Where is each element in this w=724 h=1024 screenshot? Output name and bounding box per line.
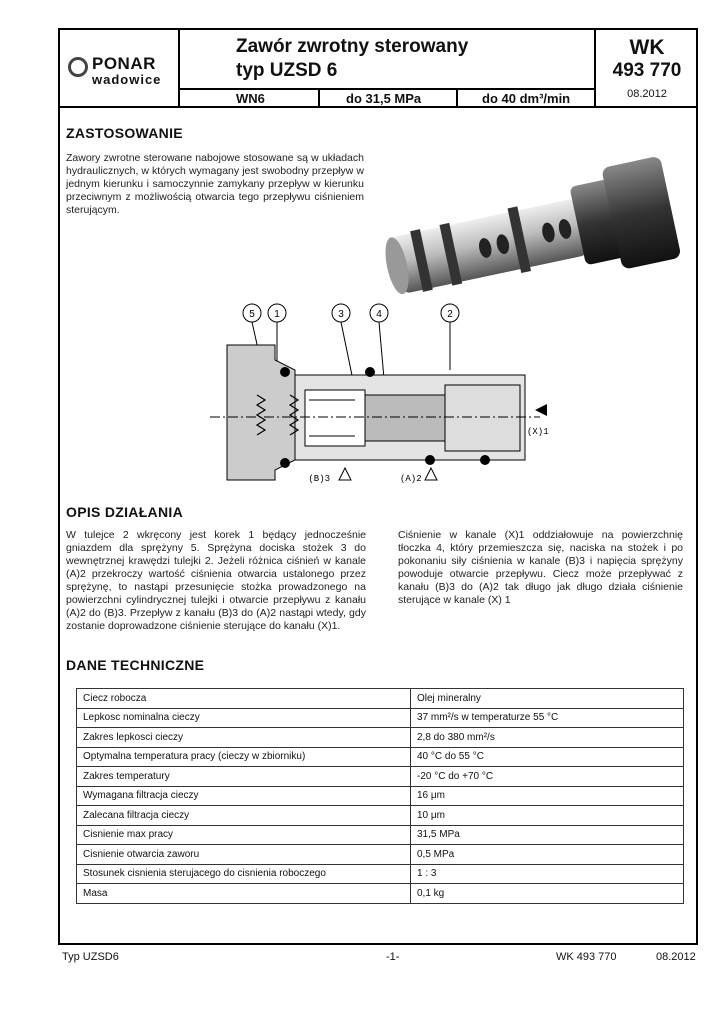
section-drawing — [205, 300, 565, 490]
operation-heading: OPIS DZIAŁANIA — [66, 504, 183, 520]
value-cell: 16 μm — [411, 786, 684, 806]
table-row — [77, 689, 684, 709]
valve-photo — [370, 128, 690, 308]
table-row — [77, 825, 684, 845]
value-cell: 1 : 3 — [411, 864, 684, 884]
value-cell: Olej mineralny — [411, 689, 684, 709]
table-row — [77, 747, 684, 767]
application-heading: ZASTOSOWANIE — [66, 125, 183, 141]
header-block — [60, 30, 696, 108]
callout-label: 4 — [376, 309, 382, 320]
param-cell: Wymagana filtracja cieczy — [77, 786, 411, 806]
value-cell: 10 μm — [411, 806, 684, 826]
param-cell: Zalecana filtracja cieczy — [77, 806, 411, 826]
divider — [456, 90, 458, 108]
callout-label: 2 — [447, 309, 453, 320]
table-row — [77, 728, 684, 748]
header-date: 08.2012 — [627, 88, 667, 100]
tech-heading: DANE TECHNICZNE — [66, 657, 205, 673]
logo-top-text: PONAR — [92, 54, 156, 73]
application-text: Zawory zwrotne sterowane nabojowe stosowane są w układach hydraulicznych, w których wymagany jest swobodny przepływ w jednym kierunku i samoczynnie zamykany przepływ w kierunku przeciwnym z możliwością otwarcia tego przepływu ciśnieniem sterującym. — [66, 152, 364, 216]
value-cell: 0,5 MPa — [411, 845, 684, 865]
table-row — [77, 845, 684, 865]
footer-page: -1- — [386, 951, 400, 963]
param-cell: Stosunek cisnienia sterujacego do cisnienia roboczego — [77, 864, 411, 884]
document-subtitle: typ UZSD 6 — [236, 60, 338, 81]
spec-row — [180, 88, 594, 108]
value-cell: 2,8 do 380 mm²/s — [411, 728, 684, 748]
value-cell: 31,5 MPa — [411, 825, 684, 845]
param-cell: Lepkosc nominalna cieczy — [77, 708, 411, 728]
title-cell — [180, 30, 594, 88]
divider — [318, 90, 320, 108]
param-cell: Optymalna temperatura pracy (cieczy w zbiorniku) — [77, 747, 411, 767]
port-x-label: (X)1 — [527, 427, 549, 437]
flow-spec: do 40 dm³/min — [482, 91, 571, 106]
port-a-label: (A)2 — [400, 474, 422, 484]
logo — [60, 30, 180, 106]
param-cell: Zakres lepkosci cieczy — [77, 728, 411, 748]
table-row — [77, 708, 684, 728]
param-cell: Cisnienie otwarcia zaworu — [77, 845, 411, 865]
param-cell: Zakres temperatury — [77, 767, 411, 787]
callout-label: 5 — [249, 309, 255, 320]
param-cell: Ciecz robocza — [77, 689, 411, 709]
document-title: Zawór zwrotny sterowany — [236, 36, 469, 57]
value-cell: 37 mm²/s w temperaturze 55 °C — [411, 708, 684, 728]
footer-date: 08.2012 — [656, 951, 696, 963]
table-row — [77, 806, 684, 826]
operation-text-left: W tulejce 2 wkręcony jest korek 1 będący jednocześnie gniazdem dla sprężyny 5. Sprężyna dociska stożek 3 do wewnętrznej krawędzi tulejki 2. Jeżeli różnica ciśnień w kanale (A)2 przekroczy wartość ciśnienia otwarcia ustalonego przez sprężynę, to nastąpi przesunięcie stożka prowadzonego na powierzchni cylindrycznej tulejki i otwarcie przepływu z kanału (A)2 do (B)3. Przepływ z kanału (B)3 do (A)2 nastąpi wtedy, gdy zostanie doprowadzone ciśnienie sterujące do kanału (X)1. — [66, 529, 366, 632]
code-cell — [594, 30, 698, 106]
table-row — [77, 767, 684, 787]
param-cell: Cisnienie max pracy — [77, 825, 411, 845]
footer-code: WK 493 770 — [556, 951, 617, 963]
code-line1: WK — [629, 36, 665, 59]
value-cell: -20 °C do +70 °C — [411, 767, 684, 787]
callout-label: 1 — [274, 309, 280, 320]
size-spec: WN6 — [236, 91, 265, 106]
port-b-label: (B)3 — [308, 474, 330, 484]
table-row — [77, 884, 684, 904]
footer-left: Typ UZSD6 — [62, 951, 119, 963]
value-cell: 0,1 kg — [411, 884, 684, 904]
code-line2: 493 770 — [612, 60, 682, 81]
callout-label: 3 — [338, 309, 344, 320]
logo-ring-icon — [68, 57, 88, 77]
table-row — [77, 864, 684, 884]
param-cell: Masa — [77, 884, 411, 904]
pressure-spec: do 31,5 MPa — [346, 91, 422, 106]
operation-text-right: Ciśnienie w kanale (X)1 oddziałowuje na powierzchnię tłoczka 4, który przemieszcza się, naciska na stożek i po pokonaniu siły ciśnienia w kanale (B)3 i napięcia sprężyny powoduje otwarcie przepływu. Ciecz może przepływać z kanału (B)3 do (A)2 tak długo jak długo działa ciśnienie sterujące w kanale (X) 1 — [398, 529, 683, 606]
value-cell: 40 °C do 55 °C — [411, 747, 684, 767]
table-row — [77, 786, 684, 806]
logo-bottom-text: wadowice — [92, 72, 162, 87]
tech-table — [76, 688, 684, 904]
